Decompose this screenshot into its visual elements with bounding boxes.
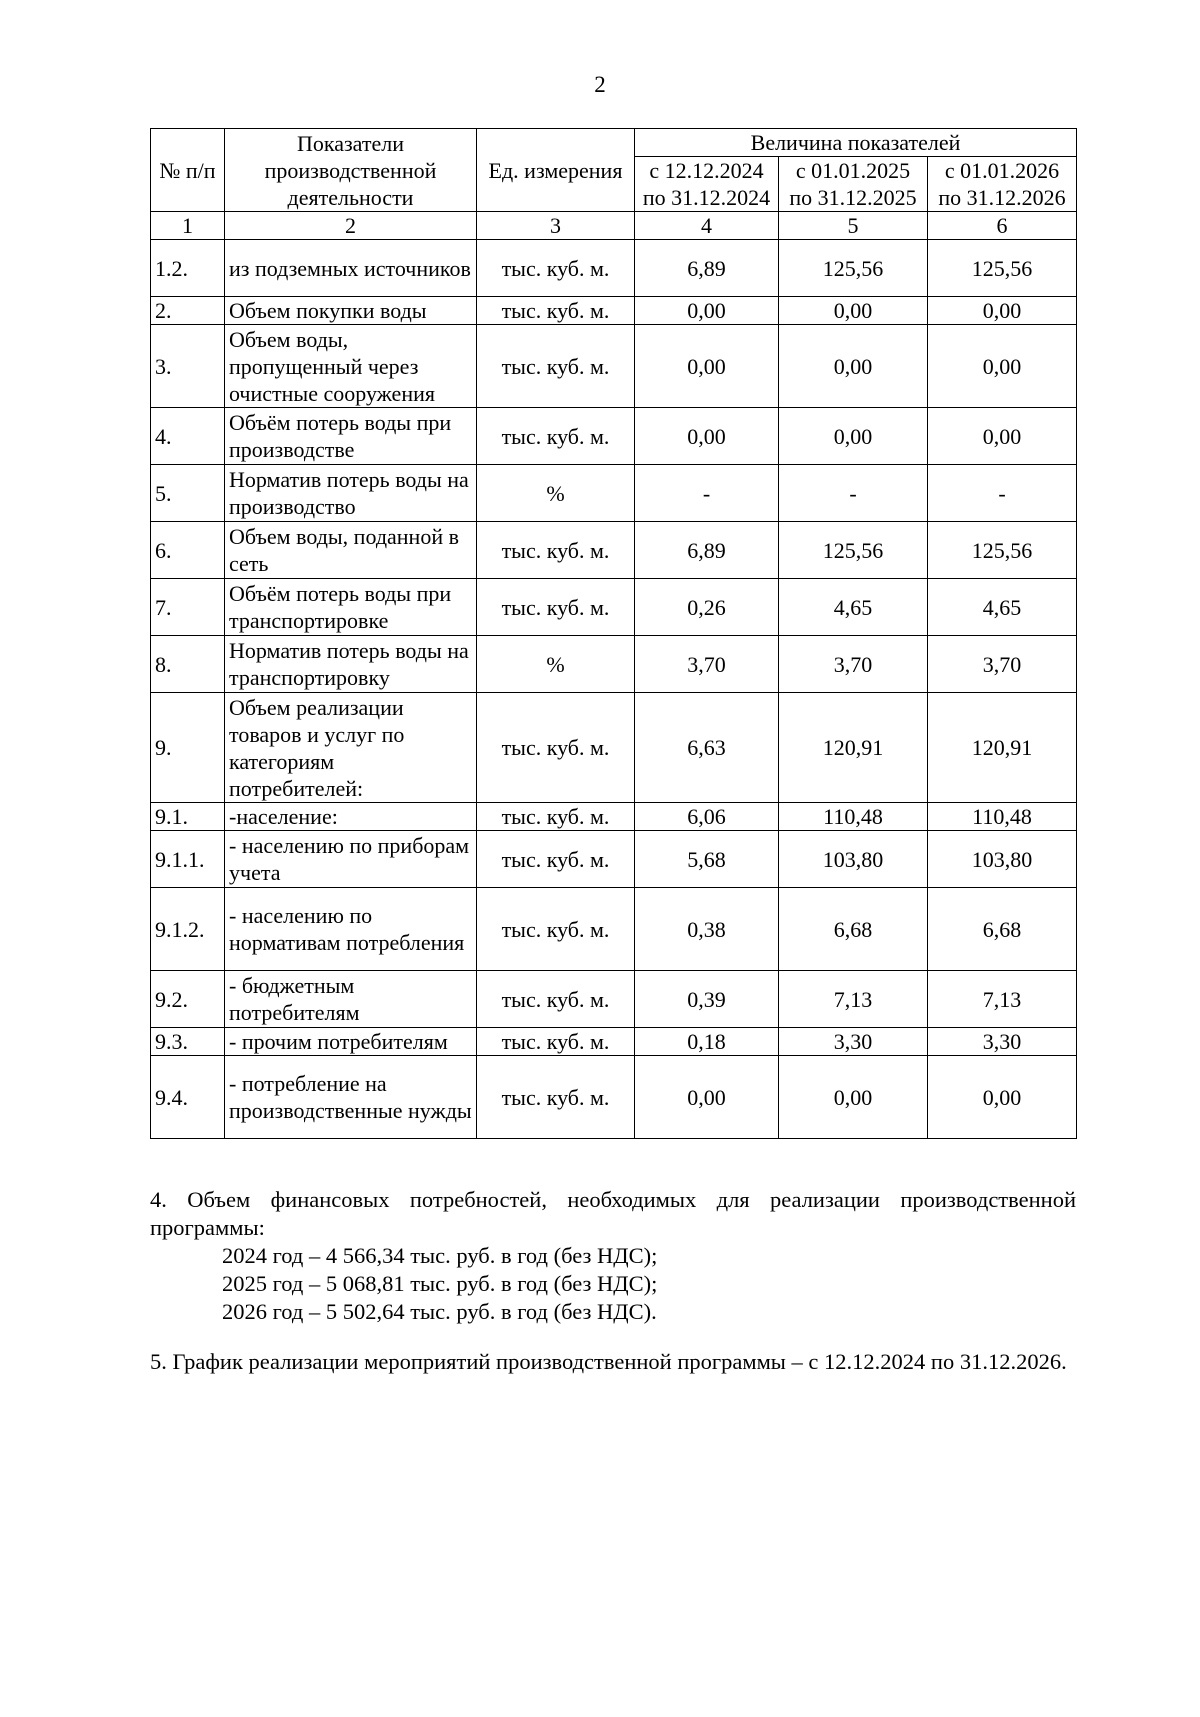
row-indicator: Объём потерь воды при производстве	[225, 408, 477, 465]
row-value-2024: 0,18	[635, 1028, 779, 1056]
row-number: 9.1.	[151, 803, 225, 831]
row-value-2026: 0,00	[928, 297, 1077, 325]
row-number: 1.2.	[151, 240, 225, 297]
row-value-2026: -	[928, 465, 1077, 522]
table-row	[151, 1056, 1077, 1139]
row-indicator: - прочим потребителям	[225, 1028, 477, 1056]
section-financial-needs	[150, 1186, 1076, 1326]
header-indicator: Показатели производственной деятельности	[225, 129, 477, 212]
row-indicator: из подземных источников	[225, 240, 477, 297]
row-number: 7.	[151, 579, 225, 636]
row-unit: тыс. куб. м.	[477, 408, 635, 465]
row-value-2025: 3,30	[779, 1028, 928, 1056]
financial-year-2026: 2026 год – 5 502,64 тыс. руб. в год (без НДС).	[222, 1299, 657, 1324]
row-value-2026: 4,65	[928, 579, 1077, 636]
row-value-2025: 120,91	[779, 693, 928, 803]
financial-needs-text: 4. Объем финансовых потребностей, необходимых для реализации производственной программы:	[150, 1187, 1076, 1240]
row-unit: тыс. куб. м.	[477, 1056, 635, 1139]
row-number: 9.1.2.	[151, 888, 225, 971]
row-value-2026: 125,56	[928, 522, 1077, 579]
column-index: 4	[635, 212, 779, 240]
row-value-2025: 125,56	[779, 522, 928, 579]
row-value-2026: 0,00	[928, 408, 1077, 465]
column-index: 2	[225, 212, 477, 240]
row-value-2024: 6,89	[635, 522, 779, 579]
row-number: 9.3.	[151, 1028, 225, 1056]
financial-year-2024: 2024 год – 4 566,34 тыс. руб. в год (без НДС);	[222, 1243, 658, 1268]
table-row	[151, 465, 1077, 522]
row-value-2024: -	[635, 465, 779, 522]
row-value-2026: 3,30	[928, 1028, 1077, 1056]
row-unit: %	[477, 636, 635, 693]
row-unit: тыс. куб. м.	[477, 803, 635, 831]
row-number: 6.	[151, 522, 225, 579]
row-value-2026: 120,91	[928, 693, 1077, 803]
row-indicator: Объем реализации товаров и услуг по категориям потребителей:	[225, 693, 477, 803]
row-value-2024: 0,26	[635, 579, 779, 636]
row-indicator: - населению по приборам учета	[225, 831, 477, 888]
row-indicator: - потребление на производственные нужды	[225, 1056, 477, 1139]
table-row	[151, 803, 1077, 831]
row-unit: тыс. куб. м.	[477, 297, 635, 325]
table-row	[151, 297, 1077, 325]
row-value-2025: 0,00	[779, 325, 928, 408]
row-value-2025: 6,68	[779, 888, 928, 971]
row-value-2026: 125,56	[928, 240, 1077, 297]
row-value-2024: 6,63	[635, 693, 779, 803]
row-value-2024: 0,00	[635, 325, 779, 408]
row-number: 3.	[151, 325, 225, 408]
row-value-2026: 6,68	[928, 888, 1077, 971]
row-number: 9.1.1.	[151, 831, 225, 888]
table-row	[151, 636, 1077, 693]
row-value-2025: 0,00	[779, 297, 928, 325]
column-index: 3	[477, 212, 635, 240]
row-unit: тыс. куб. м.	[477, 325, 635, 408]
row-unit: %	[477, 465, 635, 522]
row-indicator: - бюджетным потребителям	[225, 971, 477, 1028]
row-unit: тыс. куб. м.	[477, 693, 635, 803]
row-number: 5.	[151, 465, 225, 522]
row-indicator: Объем воды, пропущенный через очистные сооружения	[225, 325, 477, 408]
column-index: 6	[928, 212, 1077, 240]
column-index: 5	[779, 212, 928, 240]
table-row	[151, 325, 1077, 408]
row-unit: тыс. куб. м.	[477, 971, 635, 1028]
row-value-2025: 125,56	[779, 240, 928, 297]
table-row	[151, 579, 1077, 636]
section-schedule	[150, 1348, 1076, 1376]
row-value-2024: 0,39	[635, 971, 779, 1028]
row-number: 9.2.	[151, 971, 225, 1028]
table-row	[151, 971, 1077, 1028]
header-num: № п/п	[151, 129, 225, 212]
production-indicators-table	[150, 128, 1077, 1139]
row-unit: тыс. куб. м.	[477, 831, 635, 888]
row-value-2026: 110,48	[928, 803, 1077, 831]
row-value-2024: 5,68	[635, 831, 779, 888]
row-value-2024: 3,70	[635, 636, 779, 693]
row-value-2025: -	[779, 465, 928, 522]
header-period-1: с 12.12.2024 по 31.12.2024	[635, 157, 779, 212]
header-unit: Ед. измерения	[477, 129, 635, 212]
row-unit: тыс. куб. м.	[477, 888, 635, 971]
table-row	[151, 522, 1077, 579]
page-number: 2	[594, 72, 606, 97]
row-number: 2.	[151, 297, 225, 325]
row-value-2025: 110,48	[779, 803, 928, 831]
row-value-2024: 0,00	[635, 297, 779, 325]
row-indicator: -население:	[225, 803, 477, 831]
financial-year-2025: 2025 год – 5 068,81 тыс. руб. в год (без НДС);	[222, 1271, 658, 1296]
column-index-row	[151, 212, 1077, 240]
table-row	[151, 240, 1077, 297]
row-indicator: Объем покупки воды	[225, 297, 477, 325]
row-value-2026: 0,00	[928, 325, 1077, 408]
row-value-2024: 0,38	[635, 888, 779, 971]
row-value-2026: 7,13	[928, 971, 1077, 1028]
row-number: 8.	[151, 636, 225, 693]
row-value-2026: 0,00	[928, 1056, 1077, 1139]
row-indicator: Объём потерь воды при транспортировке	[225, 579, 477, 636]
table-row	[151, 408, 1077, 465]
row-value-2025: 7,13	[779, 971, 928, 1028]
row-value-2024: 0,00	[635, 408, 779, 465]
row-number: 9.4.	[151, 1056, 225, 1139]
row-value-2026: 103,80	[928, 831, 1077, 888]
row-unit: тыс. куб. м.	[477, 579, 635, 636]
row-value-2025: 103,80	[779, 831, 928, 888]
table-row	[151, 888, 1077, 971]
row-value-2024: 6,89	[635, 240, 779, 297]
column-index: 1	[151, 212, 225, 240]
row-value-2025: 0,00	[779, 408, 928, 465]
schedule-text: 5. График реализации мероприятий производственной программы – с 12.12.2024 по 31.12.2026.	[150, 1349, 1067, 1374]
row-indicator: - населению по нормативам потребления	[225, 888, 477, 971]
row-number: 4.	[151, 408, 225, 465]
header-period-3: с 01.01.2026 по 31.12.2026	[928, 157, 1077, 212]
row-unit: тыс. куб. м.	[477, 240, 635, 297]
row-indicator: Норматив потерь воды на транспортировку	[225, 636, 477, 693]
row-indicator: Норматив потерь воды на производство	[225, 465, 477, 522]
row-value-2025: 0,00	[779, 1056, 928, 1139]
header-period-2: с 01.01.2025 по 31.12.2025	[779, 157, 928, 212]
table-row	[151, 831, 1077, 888]
row-unit: тыс. куб. м.	[477, 522, 635, 579]
row-indicator: Объем воды, поданной в сеть	[225, 522, 477, 579]
row-value-2025: 4,65	[779, 579, 928, 636]
table-row	[151, 693, 1077, 803]
row-unit: тыс. куб. м.	[477, 1028, 635, 1056]
row-number: 9.	[151, 693, 225, 803]
row-value-2024: 0,00	[635, 1056, 779, 1139]
table-row	[151, 1028, 1077, 1056]
row-value-2024: 6,06	[635, 803, 779, 831]
row-value-2025: 3,70	[779, 636, 928, 693]
row-value-2026: 3,70	[928, 636, 1077, 693]
header-values-group: Величина показателей	[635, 129, 1077, 157]
